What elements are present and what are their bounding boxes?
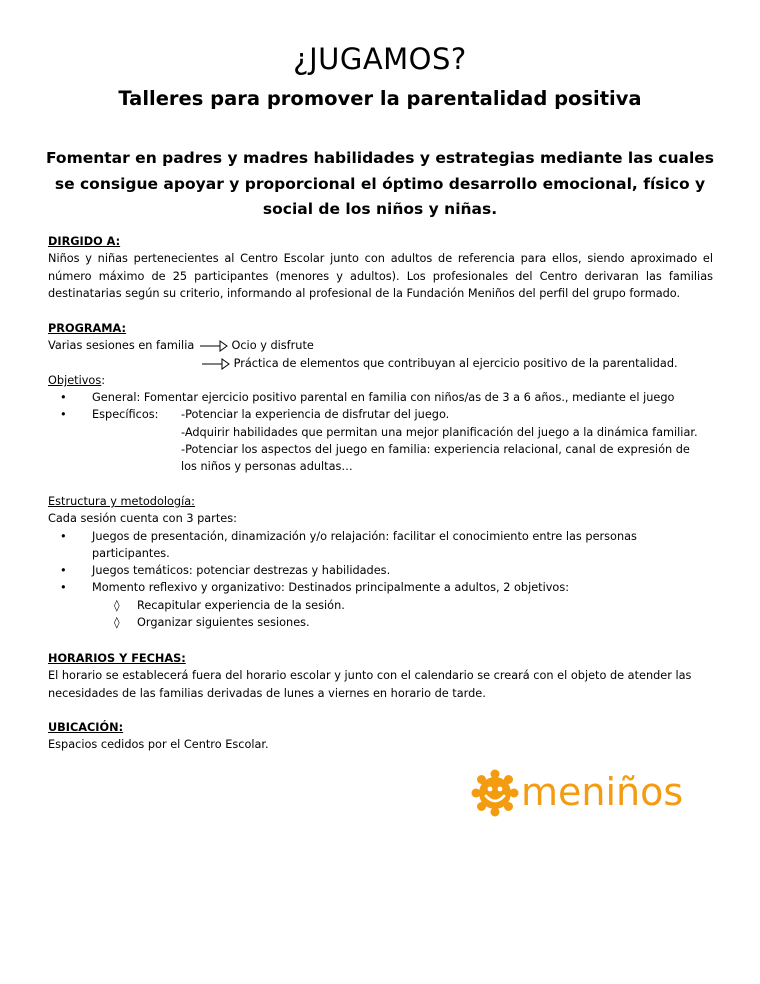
lead-paragraph [40, 146, 720, 223]
especifico-item: -Potenciar la experiencia de disfrutar del juego. [181, 408, 450, 422]
section-dirigido [48, 233, 713, 302]
especifico-item: los niños y personas adultas… [181, 460, 353, 474]
logo-wordmark: meniños [521, 770, 684, 814]
lead-line: se consigue apoyar y proporcional el óptimo desarrollo emocional, físico y [54, 174, 706, 193]
objetivos-heading: Objetivos: [48, 373, 106, 387]
section-text: Espacios cedidos por el Centro Escolar. [48, 738, 269, 752]
especificos-list [181, 406, 698, 475]
diamond-icon: ◊ [114, 616, 120, 630]
lead-line: Fomentar en padres y madres habilidades y estrategias mediante las cuales [45, 149, 715, 167]
especificos-label: Específicos: [92, 408, 159, 422]
smiley-face-icon [470, 768, 520, 818]
section-heading: UBICACIÓN: [48, 721, 124, 734]
session-item: Ocio y disfrute [231, 339, 314, 353]
especifico-item: -Potenciar los aspectos del juego en familia: experiencia relacional, canal de expresión de [181, 443, 690, 457]
sessions-label: Varias sesiones en familia [48, 339, 195, 353]
diamond-icon: ◊ [114, 598, 120, 612]
estructura-intro: Cada sesión cuenta con 3 partes: [48, 512, 237, 526]
section-programa [48, 320, 713, 476]
objective-general: • General: Fomentar ejercicio positivo parental en familia con niños/as de 3 a 6 años., mediante el juego [48, 389, 713, 406]
bullet: • [60, 408, 67, 422]
especifico-item: -Adquirir habilidades que permitan una mejor planificación del juego a la dinámica familiar. [181, 425, 698, 439]
sessions-row [48, 337, 713, 354]
page-title: ¿JUGAMOS? [293, 42, 467, 76]
section-text: El horario se establecerá fuera del horario escolar y junto con el calendario se creará con el objeto de atender las necesidades de las familias derivadas de lunes a viernes en horario de tarde. [48, 669, 692, 700]
section-text: Niños y niñas pertenecientes al Centro Escolar junto con adultos de referencia para ellos, siendo aproximado el número máximo de 25 participantes (menores y adultos). Los profesionales del Centro derivaran las familias destinatarias según su criterio, informando al profesional de la Fundación Meniños del perfil del grupo formado. [48, 252, 713, 300]
section-heading: HORARIOS Y FECHAS: [48, 652, 186, 665]
section-heading: Estructura y metodología: [48, 495, 195, 508]
section-heading: DIRGIDO A: [48, 235, 121, 248]
arrow-right-icon [200, 358, 230, 370]
list-item: • Juegos de presentación, dinamización y/o relajación: facilitar el conocimiento entre las personas participantes. [48, 528, 713, 563]
section-ubicacion [48, 719, 713, 754]
sub-list-item: ◊ Recapitular experiencia de la sesión. [48, 597, 713, 614]
sub-list-item: ◊ Organizar siguientes sesiones. [48, 614, 713, 631]
objective-especificos [48, 406, 713, 476]
section-estructura [48, 493, 713, 631]
lead-line: social de los niños y niñas. [262, 200, 498, 218]
arrow-right-icon [198, 340, 228, 352]
page-subtitle: Talleres para promover la parentalidad positiva [118, 87, 642, 110]
list-item: • Momento reflexivo y organizativo: Destinados principalmente a adultos, 2 objetivos: [48, 579, 713, 596]
section-horarios [48, 650, 713, 702]
session-item: Práctica de elementos que contribuyan al ejercicio positivo de la parentalidad. [233, 356, 678, 370]
menios-logo [470, 766, 685, 822]
list-item: • Juegos temáticos: potenciar destrezas y habilidades. [48, 562, 713, 579]
section-heading: PROGRAMA: [48, 322, 127, 335]
sessions-row [48, 355, 713, 372]
